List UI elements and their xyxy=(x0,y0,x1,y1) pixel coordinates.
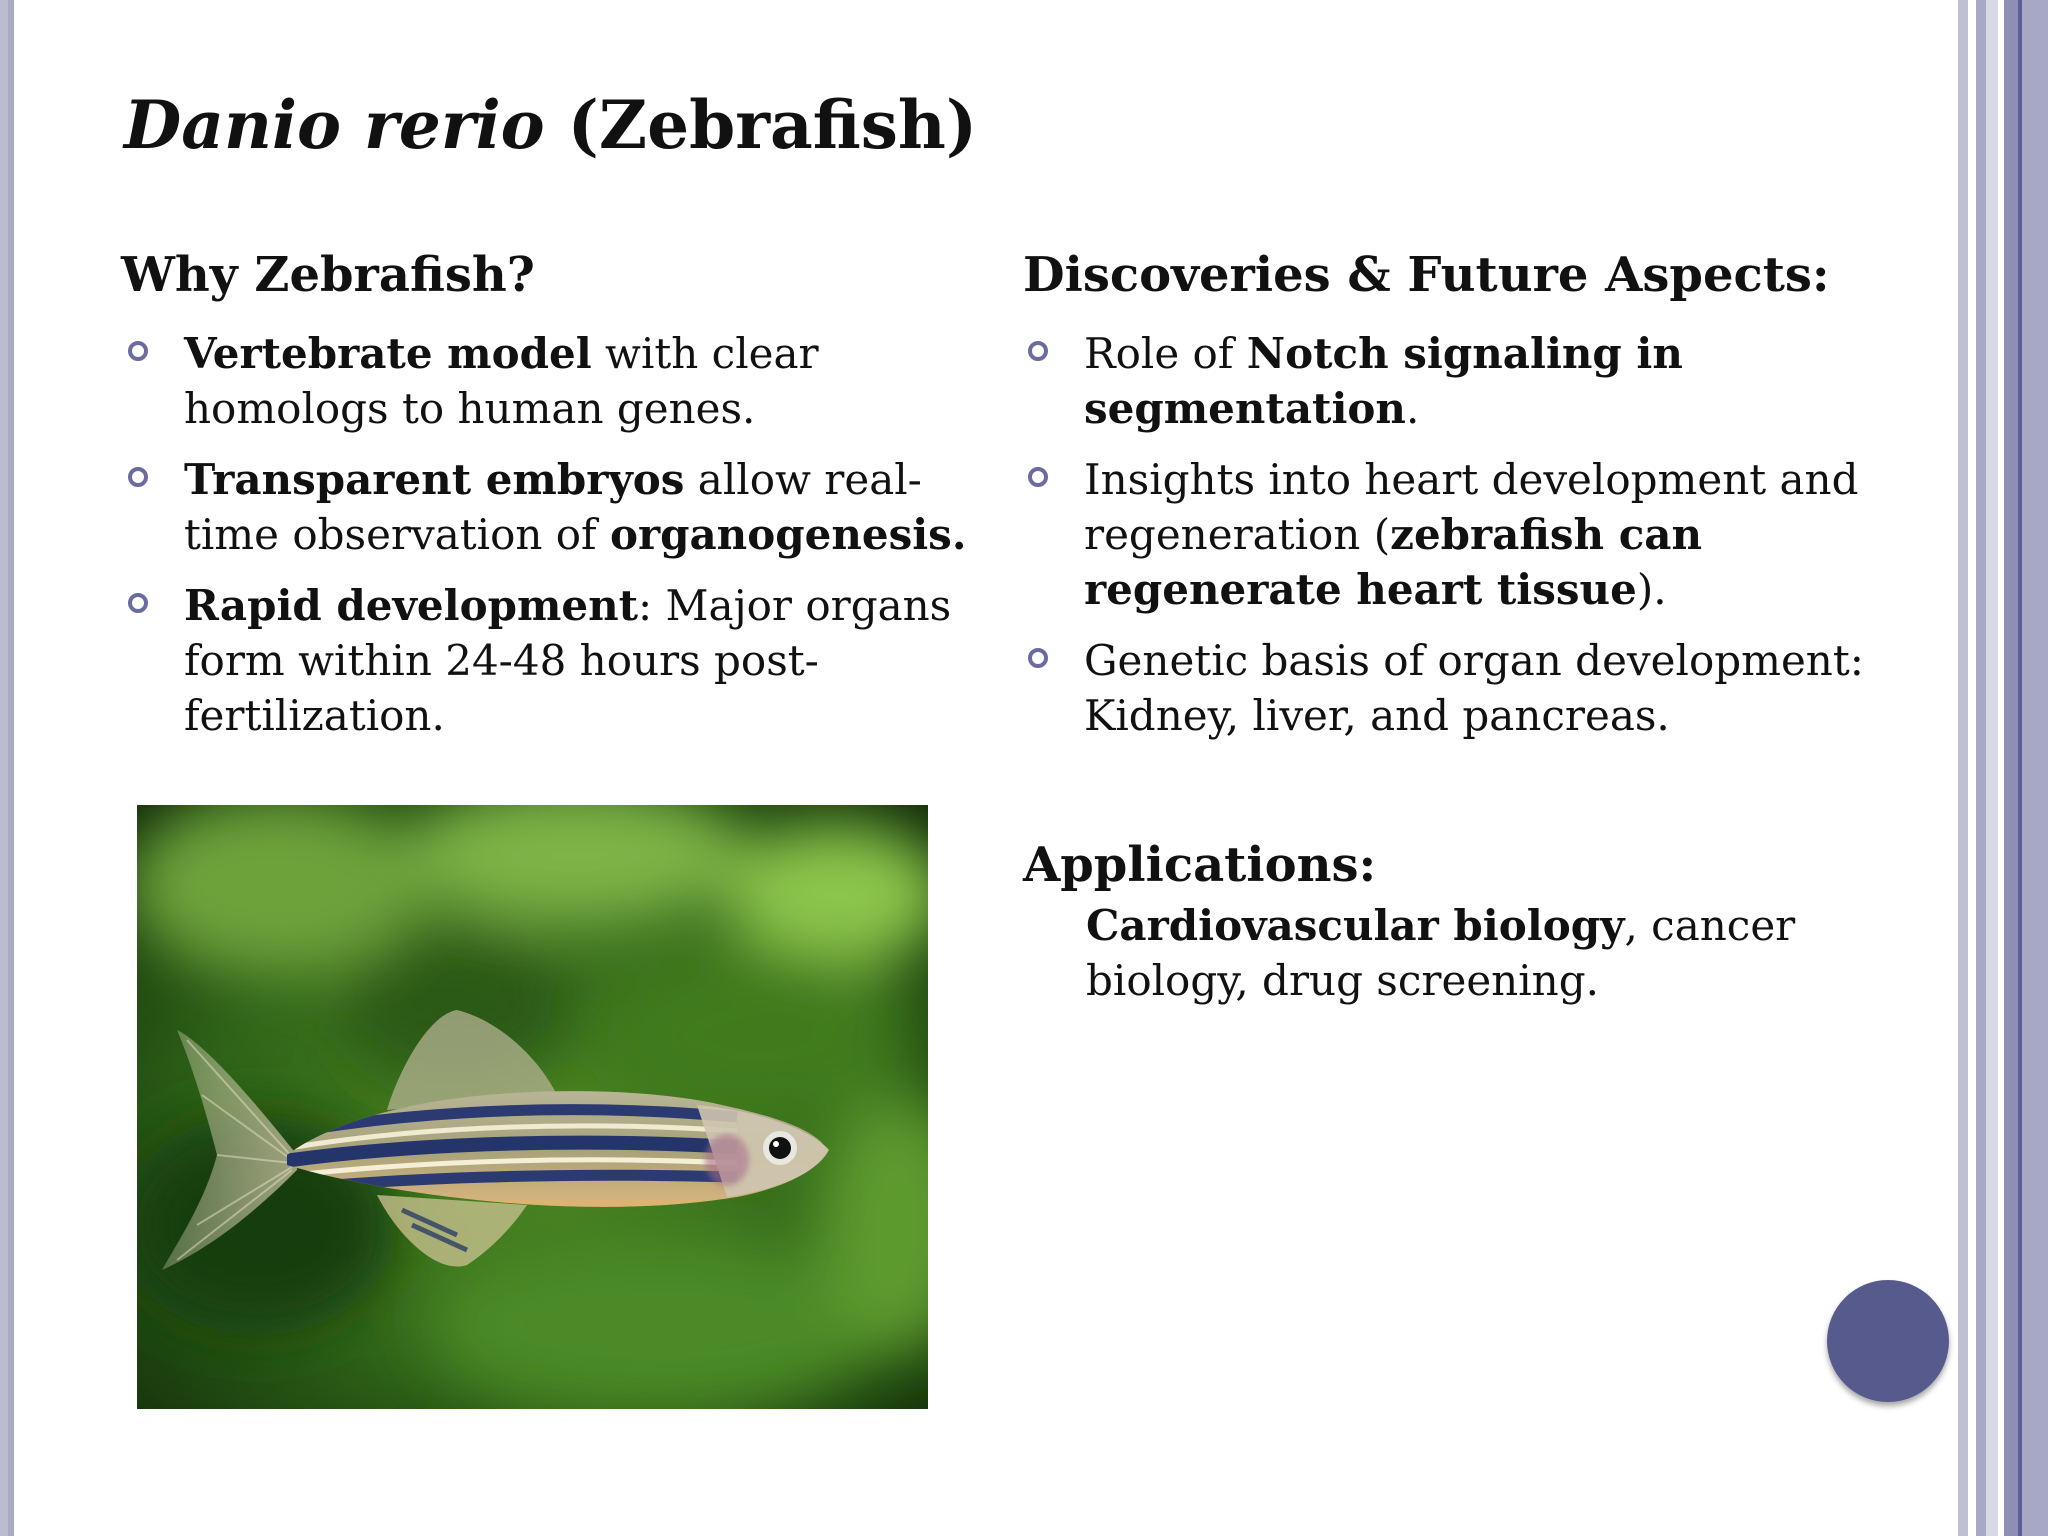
hollow-circle-bullet-icon xyxy=(128,467,148,487)
zebrafish-photo xyxy=(137,805,928,1409)
right-border-stripes xyxy=(1958,0,2048,1536)
list-item: Role of Notch signaling in segmentation. xyxy=(1024,326,1884,436)
decorative-circle xyxy=(1827,1280,1949,1402)
list-item: Rapid development: Major organs form within 24-48 hours post-fertilization. xyxy=(124,578,984,743)
hollow-circle-bullet-icon xyxy=(128,341,148,361)
list-item: Insights into heart development and regeneration (zebrafish can regenerate heart tissue). xyxy=(1024,452,1884,617)
list-item: Vertebrate model with clear homologs to human genes. xyxy=(124,326,984,436)
why-zebrafish-heading: Why Zebrafish? xyxy=(121,247,535,303)
applications-heading: Applications: xyxy=(1023,837,1377,893)
slide-title xyxy=(124,88,977,164)
discoveries-heading: Discoveries & Future Aspects: xyxy=(1023,247,1830,303)
applications-text: Cardiovascular biology, cancer biology, drug screening. xyxy=(1086,901,1796,1005)
title-species-name: Danio rerio xyxy=(124,86,545,164)
list-item: Genetic basis of organ development: Kidney, liver, and pancreas. xyxy=(1024,633,1884,743)
list-item: Transparent embryos allow real-time observation of organogenesis. xyxy=(124,452,984,562)
title-common-name: (Zebrafish) xyxy=(544,86,978,164)
zebrafish-image xyxy=(137,805,928,1409)
discoveries-list xyxy=(1024,326,1884,759)
hollow-circle-bullet-icon xyxy=(1028,341,1048,361)
hollow-circle-bullet-icon xyxy=(1028,648,1048,668)
left-border-strip xyxy=(0,0,14,1536)
hollow-circle-bullet-icon xyxy=(128,593,148,613)
hollow-circle-bullet-icon xyxy=(1028,467,1048,487)
why-zebrafish-list xyxy=(124,326,984,759)
